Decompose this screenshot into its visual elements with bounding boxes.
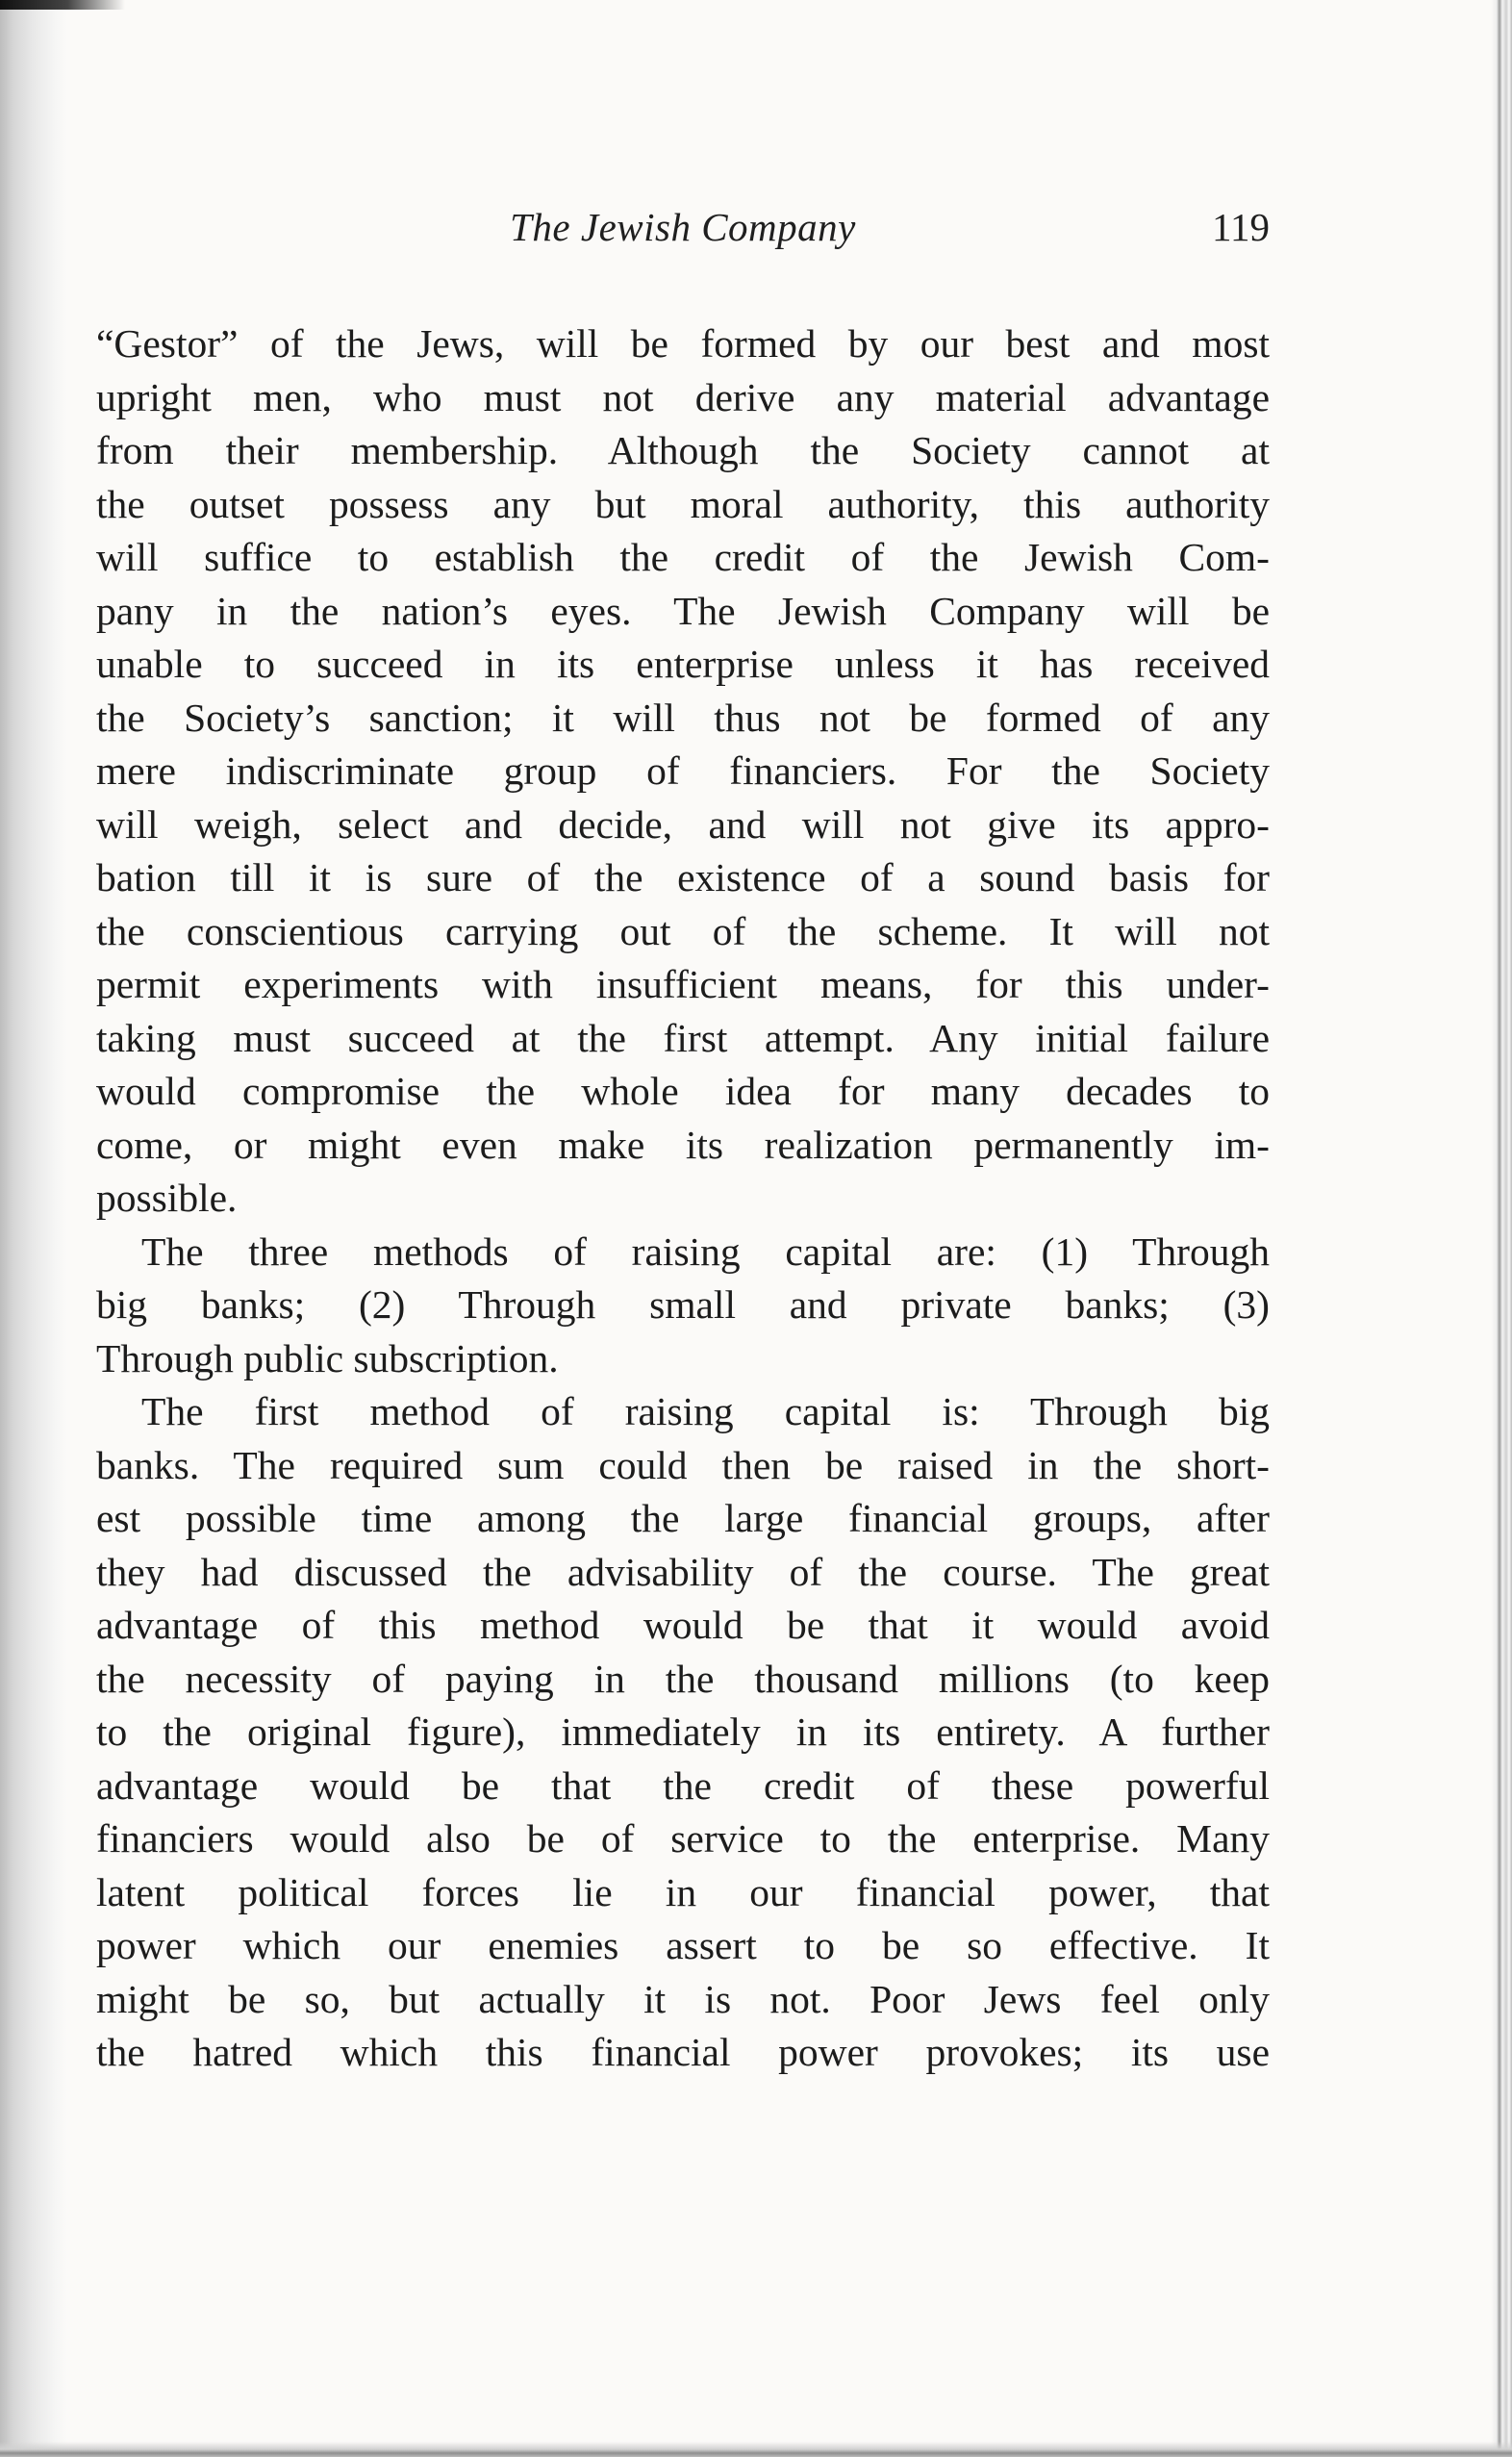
text-line: come, or might even make its realization permanently im- <box>96 1122 1270 1167</box>
text-line: the Society’s sanction; it will thus not be formed of any <box>96 695 1270 740</box>
text-line: advantage would be that the credit of these powerful <box>96 1762 1270 1808</box>
text-line: will suffice to establish the credit of the Jewish Com- <box>96 535 1270 579</box>
running-title: The Jewish Company <box>510 205 856 249</box>
body-text <box>96 317 1270 2080</box>
text-line: possible. <box>96 1176 238 1220</box>
paragraph-2 <box>96 1226 1270 1386</box>
text-line: upright men, who must not derive any material advantage <box>96 374 1270 419</box>
text-line: the hatred which this financial power provokes; its use <box>96 2030 1270 2074</box>
page-number: 119 <box>1212 205 1270 249</box>
text-line: the conscientious carrying out of the scheme. It will not <box>96 908 1270 953</box>
text-line: latent political forces lie in our financial power, that <box>96 1869 1270 1914</box>
scan-corner-shadow <box>0 0 125 10</box>
text-line: mere indiscriminate group of financiers. For the Society <box>96 748 1270 793</box>
text-line: to the original figure), immediately in its entirety. A further <box>96 1710 1270 1754</box>
text-line: they had discussed the advisability of the course. The great <box>96 1549 1270 1594</box>
text-line: advantage of this method would be that it would avoid <box>96 1603 1270 1647</box>
running-head <box>96 200 1270 258</box>
bottom-page-edge <box>0 2442 1512 2457</box>
text-line: The first method of raising capital is: Through big <box>141 1389 1270 1433</box>
text-line: permit experiments with insufficient means, for this under- <box>96 962 1270 1006</box>
text-line: will weigh, select and decide, and will not give its appro- <box>96 801 1270 847</box>
text-line: would compromise the whole idea for many decades to <box>96 1069 1270 1113</box>
page-edges <box>1491 0 1512 2457</box>
text-line: The three methods of raising capital are: (1) Through <box>141 1228 1270 1274</box>
text-line: taking must succeed at the first attempt. Any initial failure <box>96 1015 1270 1060</box>
text-line: unable to succeed in its enterprise unless it has received <box>96 642 1270 686</box>
text-line: the necessity of paying in the thousand millions (to keep <box>96 1656 1270 1701</box>
text-line: pany in the nation’s eyes. The Jewish Company will be <box>96 588 1270 633</box>
text-line: from their membership. Although the Society cannot at <box>96 428 1270 472</box>
text-line: “Gestor” of the Jews, will be formed by our best and most <box>96 321 1270 366</box>
text-line: big banks; (2) Through small and private banks; (3) <box>96 1282 1270 1327</box>
text-line: est possible time among the large financial groups, after <box>96 1496 1270 1540</box>
text-line: the outset possess any but moral authority, this authority <box>96 481 1270 526</box>
text-line: Through public subscription. <box>96 1335 559 1380</box>
text-line: might be so, but actually it is not. Poor Jews feel only <box>96 1976 1270 2021</box>
text-line: financiers would also be of service to the enterprise. Many <box>96 1816 1270 1861</box>
paragraph-1 <box>96 317 1270 1226</box>
text-line: power which our enemies assert to be so effective. It <box>96 1923 1270 1967</box>
text-line: banks. The required sum could then be raised in the short- <box>96 1442 1270 1487</box>
gutter-shadow <box>0 0 67 2457</box>
text-line: bation till it is sure of the existence of a sound basis for <box>96 855 1270 899</box>
paragraph-3 <box>96 1385 1270 2080</box>
